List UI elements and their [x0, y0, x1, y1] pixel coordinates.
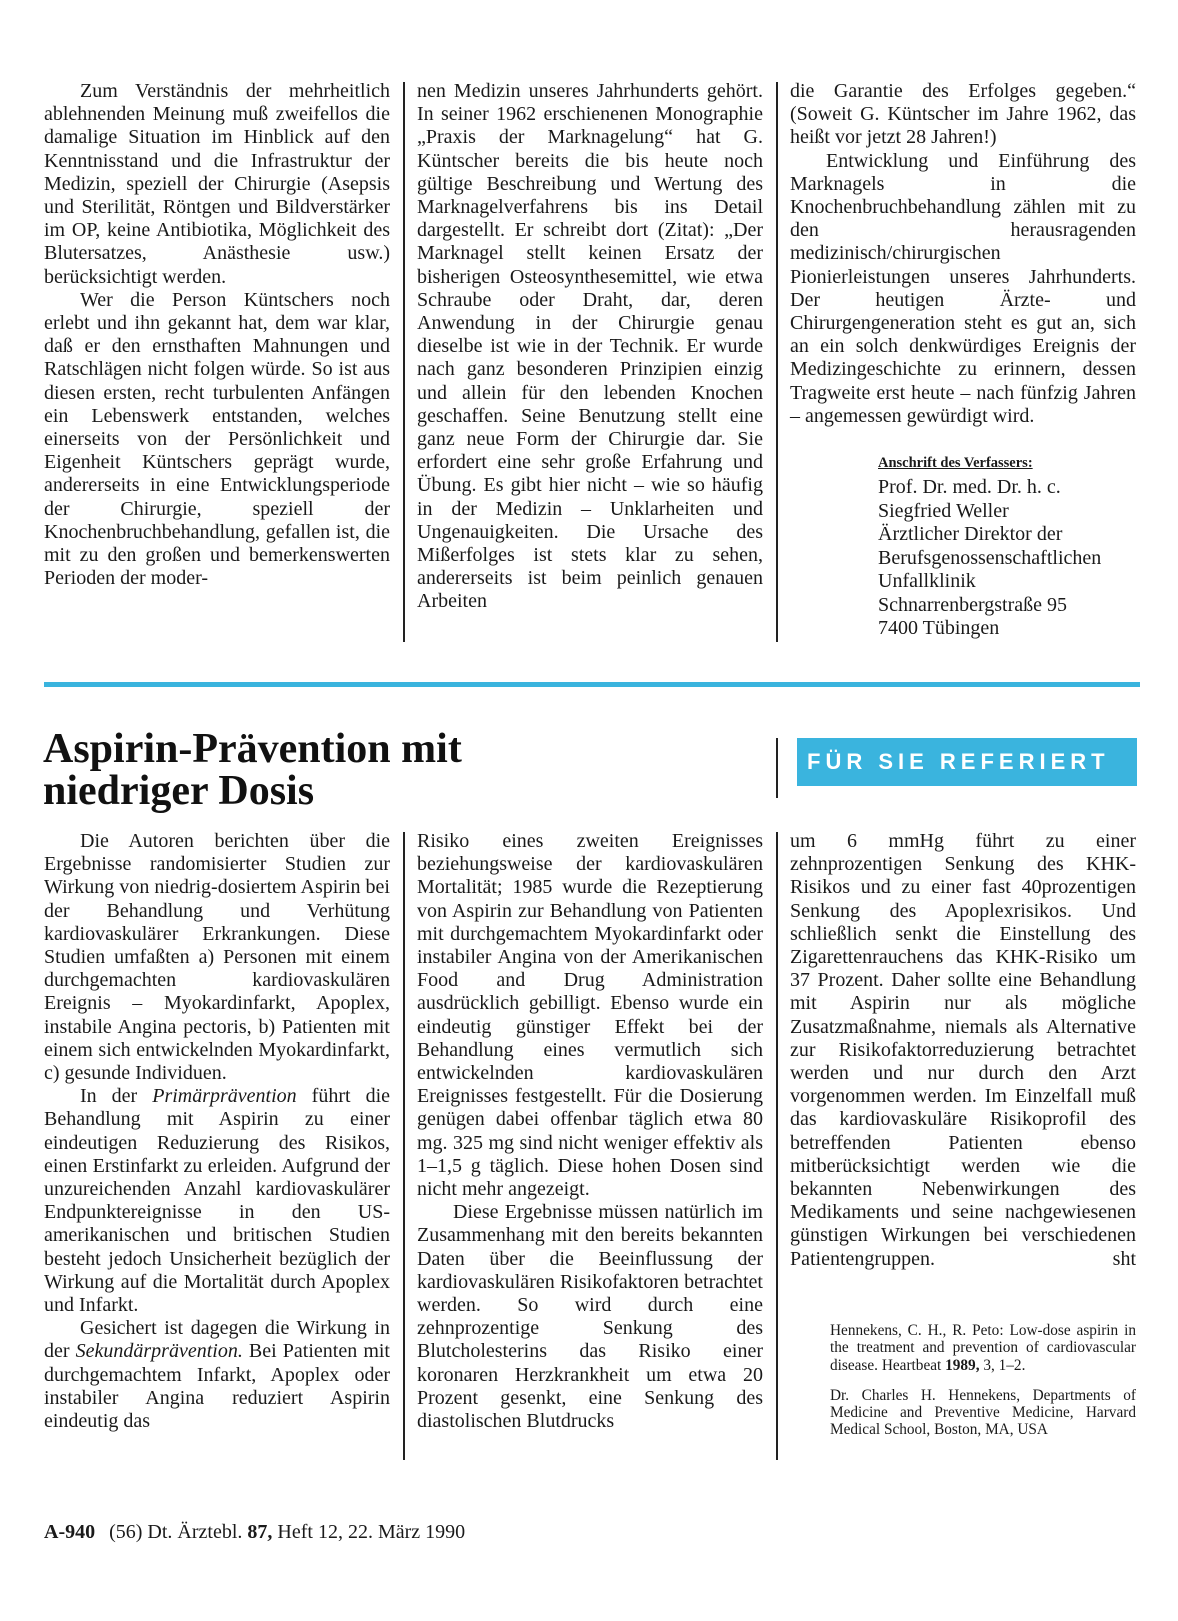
paragraph: Entwicklung und Einführung des Marknagels in die Knochenbruchbehandlung zählen mit zu den herausragenden medizinisch/chirurgischen Pionierleistungen unseres Jahrhunderts. Der heutigen Ärzte- und Chirurgengeneration steht es gut an, sich an ein solch denkwürdiges Ereignis der Medizingeschichte zu erinnern, dessen Tragweite erst heute – nach fünfzig Jahren – angemessen gewürdigt wird. [790, 149, 1136, 427]
address-line: Siegfried Weller [878, 499, 1009, 522]
address-line: Berufsgenossenschaftlichen [878, 546, 1102, 569]
paragraph: Wer die Person Küntschers noch erlebt und ihn gekannt hat, dem war klar, daß er den ernsthaften Mahnungen und Ratschlägen nicht folgen würde. So ist aus diesen ersten, recht turbulenten Anfängen ein Lebenswerk entstanden, welches einerseits von der Persönlichkeit und Eigenheit Küntschers geprägt wurde, andererseits in eine Entwicklungsperiode der Chirurgie, speziell der Knochenbruchbehandlung, gefallen ist, die mit zu den großen und bemerkenswerten Perioden der moder- [44, 288, 390, 590]
author-signature: sht [1112, 1247, 1136, 1270]
author-affiliation: Dr. Charles H. Hennekens, Departments of Medicine and Preventive Medicine, Harvard Medical School, Boston, MA, USA [830, 1386, 1136, 1439]
reference-citation: Hennekens, C. H., R. Peto: Low-dose aspirin in the treatment and prevention of cardiovascular disease. Heartbeat 1989, 3, 1–2. [830, 1322, 1136, 1374]
article-column-3 [790, 830, 1136, 1271]
column-divider [403, 82, 405, 642]
title-line: niedriger Dosis [43, 768, 315, 814]
section-badge: FÜR SIE REFERIERT [797, 738, 1137, 786]
article-column-1 [44, 830, 390, 1433]
column-divider [403, 832, 405, 1460]
continued-column-3 [790, 80, 1136, 428]
address-line: Ärztlicher Direktor der [878, 523, 1063, 545]
paragraph: In der Primärprävention führt die Behandlung mit Aspirin zu einer eindeutigen Reduzierung des Risikos, einen Erstinfarkt zu erleiden. Aufgrund der unzureichenden Anzahl kardiovaskulärer Endpunktereignisse in den US-amerikanischen und britischen Studien besteht jedoch Unsicherheit bezüglich der Wirkung auf die Mortalität durch Apoplex und Infarkt. [44, 1085, 391, 1317]
paragraph: Gesichert ist dagegen die Wirkung in der Sekundärprävention. Bei Patienten mit durchgemachtem Infarkt, Apoplex oder instabiler Angina reduziert Aspirin eindeutig das [44, 1317, 390, 1433]
section-separator [44, 682, 1140, 687]
column-divider [776, 832, 778, 1460]
address-line: Unfallklinik [878, 570, 976, 592]
paragraph: die Garantie des Erfolges gegeben.“ (Soweit G. Küntscher im Jahre 1962, das heißt vor jetzt 28 Jahren!) [790, 80, 1136, 149]
article-column-2 [417, 830, 763, 1433]
article-title [43, 728, 743, 812]
address-line: Prof. Dr. med. Dr. h. c. [878, 476, 1061, 498]
title-line: Aspirin-Prävention mit [43, 726, 462, 772]
paragraph: Zum Verständnis der mehrheitlich ablehnenden Meinung muß zweifellos die damalige Situation im Hinblick auf den Kenntnisstand und die Infrastruktur der Medizin, speziell der Chirurgie (Asepsis und Sterilität, Röntgen und Bildverstärker im OP, keine Antibiotika, Möglichkeit des Blutersatzes, Anästhesie usw.) berücksichtigt werden. [44, 80, 390, 288]
continued-column-2 [417, 80, 763, 614]
column-divider [776, 82, 778, 642]
emphasis: Sekundärprävention. [75, 1340, 243, 1363]
address-line: Schnarrenbergstraße 95 [878, 593, 1068, 616]
paragraph: um 6 mmHg führt zu einer zehnprozentigen Senkung des KHK-Risikos und zu einer fast 40prozentigen Senkung des Apoplexrisikos. Und schließlich senkt die Einstellung des Zigarettenrauchens das KHK-Risiko um 37 Prozent. Daher sollte eine Behandlung mit Aspirin nur als mögliche Zusatzmaßnahme, niemals als Alternative zur Risikofaktorreduzierung betrachtet werden und nur durch den Arzt vorgenommen werden. Im Einzelfall muß das kardiovaskuläre Risikoprofil des betreffenden Patienten ebenso mitberücksichtigt werden wie die bekannten Nebenwirkungen des Medikaments und seine nachgewiesenen günstigen Wirkungen bei verschiedenen Patientengruppen. sht [790, 830, 1136, 1270]
column-divider [776, 738, 778, 798]
page-footer: A-940 (56) Dt. Ärztebl. 87, Heft 12, 22. März 1990 [44, 1521, 466, 1543]
paragraph: Risiko eines zweiten Ereignisses beziehungsweise der kardiovaskulären Mortalität; 1985 wurde die Rezeptierung von Aspirin zur Behandlung von Patienten mit durchgemachtem Myokardinfarkt oder instabiler Angina von der Amerikanischen Food and Drug Administration ausdrücklich gebilligt. Ebenso wurde ein eindeutig günstiger Effekt bei der Behandlung eines vermutlich sich entwickelnden kardiovaskulären Ereignisses festgestellt. Für die Dosierung genügen dabei offenbar täglich etwa 80 mg. 325 mg sind nicht weniger effektiv als 1–1,5 g täglich. Diese hohen Dosen sind nicht mehr angezeigt. [417, 830, 763, 1201]
address-line: 7400 Tübingen [878, 617, 1000, 639]
author-address [878, 455, 1158, 641]
paragraph: Diese Ergebnisse müssen natürlich im Zusammenhang mit den bereits bekannten Daten über die Beeinflussung der kardiovaskulären Risikofaktoren betrachtet werden. So wird durch eine zehnprozentige Senkung des Blutcholesterins das Risiko einer koronaren Herzkrankheit um etwa 20 Prozent gesenkt, eine Senkung des diastolischen Blutdrucks [417, 1201, 763, 1433]
address-label: Anschrift des Verfassers: [878, 455, 1033, 471]
emphasis: Primärprävention [152, 1085, 297, 1108]
page-code: A-940 [44, 1521, 96, 1543]
paragraph: Die Autoren berichten über die Ergebnisse randomisierter Studien zur Wirkung von niedrig-dosiertem Aspirin bei der Behandlung und Verhütung kardiovaskulärer Erkrankungen. Diese Studien umfaßten a) Personen mit einem durchgemachten kardiovaskulären Ereignis – Myokardinfarkt, Apoplex, instabile Angina pectoris, b) Patienten mit einem sich entwickelnden Myokardinfarkt, c) gesunde Individuen. [44, 830, 390, 1085]
continued-column-1 [44, 80, 390, 590]
references [830, 1322, 1136, 1452]
paragraph: nen Medizin unseres Jahrhunderts gehört. In seiner 1962 erschienenen Monographie „Praxis der Marknagelung“ hat G. Küntscher bereits die bis heute noch gültige Beschreibung und Wertung des Marknagelverfahrens bis ins Detail dargestellt. Er schreibt dort (Zitat): „Der Marknagel stellt keinen Ersatz der bisherigen Osteosynthesemittel, wie etwa Schraube oder Draht, dar, deren Anwendung in der Chirurgie genau dieselbe ist wie in der Technik. Er wurde nach ganz besonderen Prinzipien einzig und allein für den lebenden Knochen geschaffen. Seine Benutzung stellt eine ganz neue Form der Chirurgie dar. Sie erfordert eine sehr große Erfahrung und Übung. Es gibt hier nicht – wie so häufig in der Medizin – Unklarheiten und Ungenauigkeiten. Die Ursache des Mißerfolges ist stets klar zu sehen, andererseits ist beim peinlich genauen Arbeiten [417, 80, 763, 613]
